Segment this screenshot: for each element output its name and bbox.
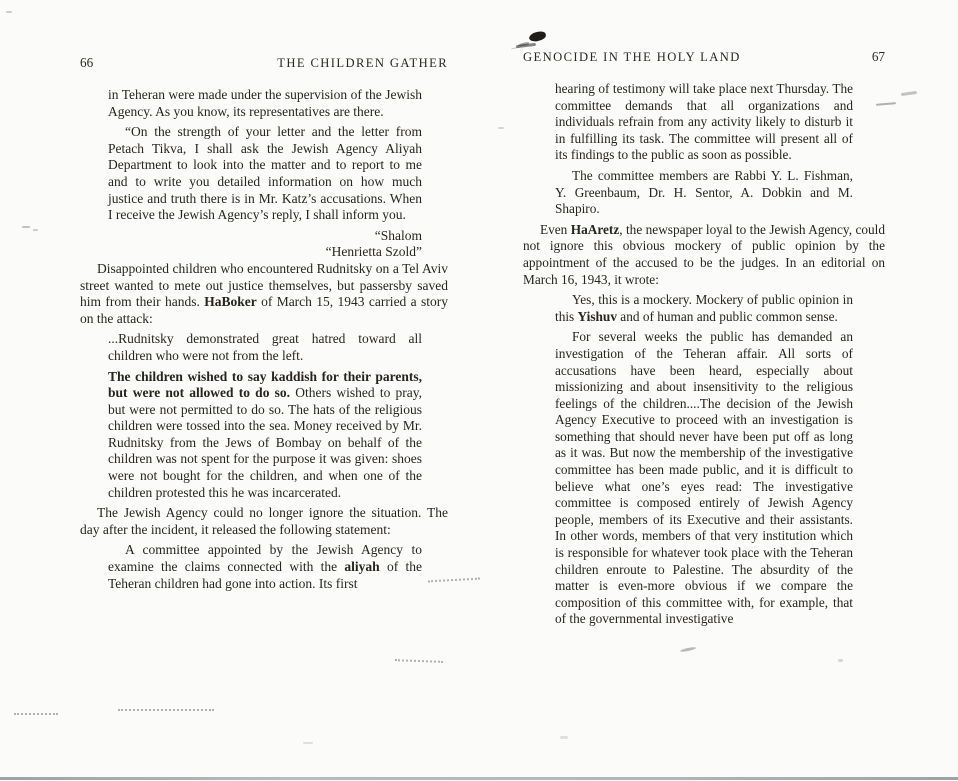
scan-speck xyxy=(560,736,568,739)
text-segment: The Jewish Agency could no longer ignore the situation. The day after the incident, it released the following statement: xyxy=(80,505,448,537)
paragraph xyxy=(523,222,885,288)
bold-text-segment: HaBoker xyxy=(204,294,257,310)
scan-speck xyxy=(680,646,696,652)
text-segment: Others wished to pray, but were not permitted to do so. The hats of the religious children were tossed into the sea. Money received by Mr. Rudnitsky from the Jews of Bombay on behalf of the children was not spent for the purpose it was given: shoes were not bought for the children, and when one of the children protested this he was incarcerated. xyxy=(108,385,422,500)
scan-bottom-edge xyxy=(0,777,958,780)
paragraph xyxy=(555,329,853,628)
text-segment: of March 15, 1943 carried a story on the attack: xyxy=(80,294,448,326)
text-segment: For several weeks the public has demanded an investigation of the Teheran affair. All sorts of accusations have been heard, especially about missionizing and about insensitivity to the religious feelings of the children....The decision of the Jewish Agency Executive to proceed with an investigation is something that should never have been put off as long as it was. But now the membership of the investigative committee has been made public, and it is difficult to believe what one’s eyes read: The investigative committee is composed entirely of Jewish Agency people, members of its Executive and their assistants. In other words, members of that very institution which is responsible for whatever took place with the Teheran children enroute to Palestine. The absurdity of the matter is even-more obvious if we compare the composition of this committee with, for example, that of the governmental investigative xyxy=(555,329,853,627)
ink-smudge-blob xyxy=(528,30,546,42)
text-segment: hearing of testimony will take place next Thursday. The committee demands that all organizations and individuals refrain from any activity likely to disturb it in fulfilling its task. The committee will present all of its findings to the public as soon as possible. xyxy=(555,81,853,163)
text-segment: of the Teheran children had gone into action. Its first xyxy=(108,559,422,591)
paragraph xyxy=(108,331,422,364)
scan-speck xyxy=(303,742,313,744)
paragraph xyxy=(108,369,422,502)
scan-speck xyxy=(118,709,214,711)
paragraph xyxy=(80,261,448,327)
bold-text-segment: HaAretz xyxy=(570,221,620,237)
scan-speck xyxy=(838,659,843,662)
scan-speck xyxy=(33,229,38,231)
ink-smudge-tail xyxy=(516,43,536,48)
text-segment: Even xyxy=(540,221,571,237)
text-segment: Disappointed children who encountered Rudnitsky on a Tel Aviv street wanted to mete out justice themselves, but passersby saved him from their hands. xyxy=(80,260,448,310)
text-segment: A committee appointed by the Jewish Agency to examine the claims connected with the xyxy=(108,542,422,575)
running-header: GENOCIDE IN THE HOLY LAND xyxy=(523,50,741,64)
bold-text-segment: Yishuv xyxy=(577,308,617,324)
scan-speck xyxy=(395,659,443,663)
text-segment: , the newspaper loyal to the Jewish Agency, could not ignore this obvious mockery of public opinion by the appointment of the accused to be the judges. In an editorial on March 16, 1943, it wrote: xyxy=(523,221,885,287)
text-segment: Yes, this is a mockery. Mockery of public opinion in this xyxy=(555,292,853,324)
text-segment: ...Rudnitsky demonstrated great hatred toward all children who were not from the left. xyxy=(108,331,422,363)
book-page-left xyxy=(80,55,448,596)
paragraph xyxy=(80,505,448,538)
scan-speck xyxy=(22,226,30,228)
right-page-header xyxy=(523,49,885,65)
scan-speck xyxy=(901,91,917,96)
paragraph xyxy=(108,87,422,120)
page-number: 67 xyxy=(871,49,885,64)
scan-speck xyxy=(6,11,12,13)
bold-text-segment: The children wished to say kaddish for their parents, but were not allowed to do so. xyxy=(108,368,422,401)
paragraph xyxy=(108,228,422,245)
text-segment: The committee members are Rabbi Y. L. Fishman, Y. Greenbaum, Dr. H. Sentor, A. Dobkin and M. Shapiro. xyxy=(555,167,853,217)
paragraph xyxy=(108,124,422,224)
left-page-header xyxy=(80,55,448,71)
text-segment: “Shalom xyxy=(374,227,422,243)
scan-speck xyxy=(14,713,58,715)
text-segment: and of human and public common sense. xyxy=(616,308,838,324)
ink-smudge-mark xyxy=(512,29,548,49)
paragraph xyxy=(555,81,853,164)
text-segment: “Henrietta Szold” xyxy=(325,244,422,260)
paragraph xyxy=(108,244,422,261)
book-page-right xyxy=(523,49,885,632)
page-number: 66 xyxy=(80,55,94,70)
text-segment: in Teheran were made under the supervision of the Jewish Agency. As you know, its representatives are there. xyxy=(108,87,422,119)
running-header: THE CHILDREN GATHER xyxy=(277,56,448,70)
paragraph xyxy=(555,168,853,218)
page-text-column xyxy=(80,87,448,592)
scan-speck xyxy=(498,127,504,129)
paragraph xyxy=(108,542,422,592)
paragraph xyxy=(555,292,853,325)
text-segment: “On the strength of your letter and the letter from Petach Tikva, I shall ask the Jewish Agency Aliyah Department to look into the matter and to report to me and to write you detailed information on how much justice and truth there is in Mr. Katz’s accusations. When I receive the Jewish Agency’s reply, I shall inform you. xyxy=(108,124,422,223)
page-text-column xyxy=(523,81,885,628)
bold-text-segment: aliyah xyxy=(344,559,380,575)
